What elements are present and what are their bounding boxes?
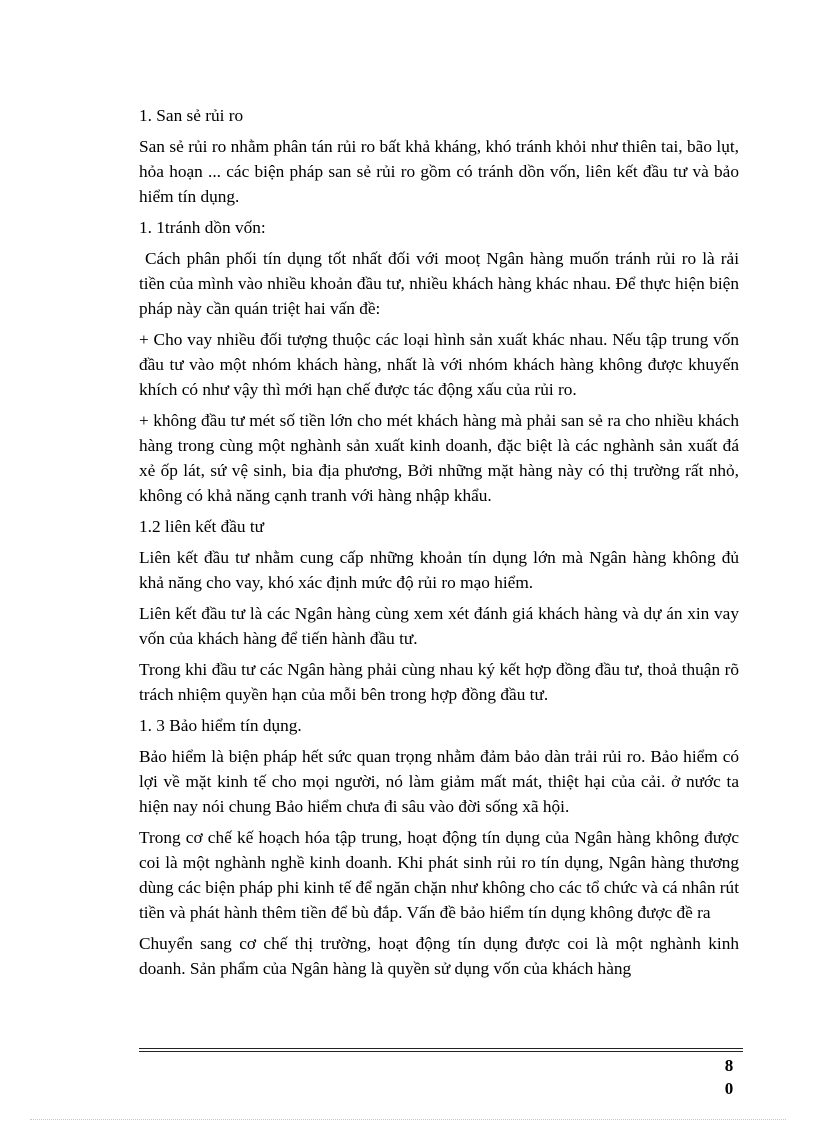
- footer-rule-bottom: [139, 1051, 743, 1052]
- body-paragraph: Trong khi đầu tư các Ngân hàng phải cùng nhau ký kết hợp đồng đầu tư, thoả thuận rõ trách nhiệm quyền hạn của mỗi bên trong hợp đồng đầu tư.: [139, 660, 739, 704]
- subsection-heading: 1.2 liên kết đầu tư: [139, 517, 265, 536]
- body-paragraph: Liên kết đầu tư nhằm cung cấp những khoản tín dụng lớn mà Ngân hàng không đủ khả năng cho vay, khó xác định mức độ rủi ro mạo hiểm.: [139, 548, 739, 592]
- section-heading: 1. San sẻ rủi ro: [139, 106, 244, 125]
- body-paragraph: Cách phân phối tín dụng tốt nhất đối với mooṭ Ngân hàng muốn tránh rủi ro là rải tiền của mình vào nhiều khoản đầu tư, nhiều khách hàng khác nhau. Để thực hiện biện pháp này cần quán triệt hai vấn đề:: [139, 249, 739, 318]
- body-paragraph: San sẻ rủi ro nhằm phân tán rủi ro bất khả kháng, khó tránh khỏi như thiên tai, bão lụt, hỏa hoạn ... các biện pháp san sẻ rủi ro gồm có tránh dồn vốn, liên kết đầu tư và bảo hiểm tín dụng.: [139, 137, 739, 206]
- page-number-digit: 8: [724, 1056, 734, 1075]
- document-body: [139, 100, 739, 987]
- page-bottom-border: [30, 1119, 786, 1120]
- body-paragraph: + không đầu tư mét số tiền lớn cho mét khách hàng mà phải san sẻ ra cho nhiều khách hàng trong cùng một nghành sản xuất kinh doanh, đặc biệt là các nghành sản xuất đá xẻ ốp lát, sứ vệ sinh, bia địa phương, Bởi những mặt hàng này có thị trường rất nhỏ, không có khả năng cạnh tranh với hàng nhập khẩu.: [139, 411, 739, 505]
- body-paragraph: Trong cơ chế kế hoạch hóa tập trung, hoạt động tín dụng của Ngân hàng không được coi là một nghành nghề kinh doanh. Khi phát sinh rủi ro tín dụng, Ngân hàng thương dùng các biện pháp phi kinh tế để ngăn chặn như không cho các tổ chức và cá nhân rút tiền và phát hành thêm tiền để bù đắp. Vấn đề bảo hiểm tín dụng không được đề ra: [139, 828, 739, 922]
- subsection-heading: 1. 3 Bảo hiểm tín dụng.: [139, 716, 302, 735]
- body-paragraph: Liên kết đầu tư là các Ngân hàng cùng xem xét đánh giá khách hàng và dự án xin vay vốn của khách hàng để tiến hành đầu tư.: [139, 604, 739, 648]
- page-number: [714, 1054, 744, 1100]
- page-number-digit: 0: [724, 1079, 734, 1098]
- footer-rule-top: [139, 1048, 743, 1049]
- body-paragraph: Chuyển sang cơ chế thị trường, hoạt động tín dụng được coi là một nghành kinh doanh. Sản phẩm của Ngân hàng là quyền sử dụng vốn của khách hàng: [139, 934, 739, 978]
- body-paragraph: + Cho vay nhiều đối tượng thuộc các loại hình sản xuất khác nhau. Nếu tập trung vốn đầu tư vào một nhóm khách hàng, nhất là với nhóm khách hàng không được khuyến khích có như vậy thì mới hạn chế được tác động xấu của rủi ro.: [139, 330, 739, 399]
- subsection-heading: 1. 1tránh dồn vốn:: [139, 218, 266, 237]
- body-paragraph: Bảo hiểm là biện pháp hết sức quan trọng nhằm đảm bảo dàn trải rủi ro. Bảo hiểm có lợi về mặt kinh tế cho mọi người, nó làm giảm mất mát, thiệt hại của cải. ở nước ta hiện nay nói chung Bảo hiểm chưa đi sâu vào đời sống xã hội.: [139, 747, 739, 816]
